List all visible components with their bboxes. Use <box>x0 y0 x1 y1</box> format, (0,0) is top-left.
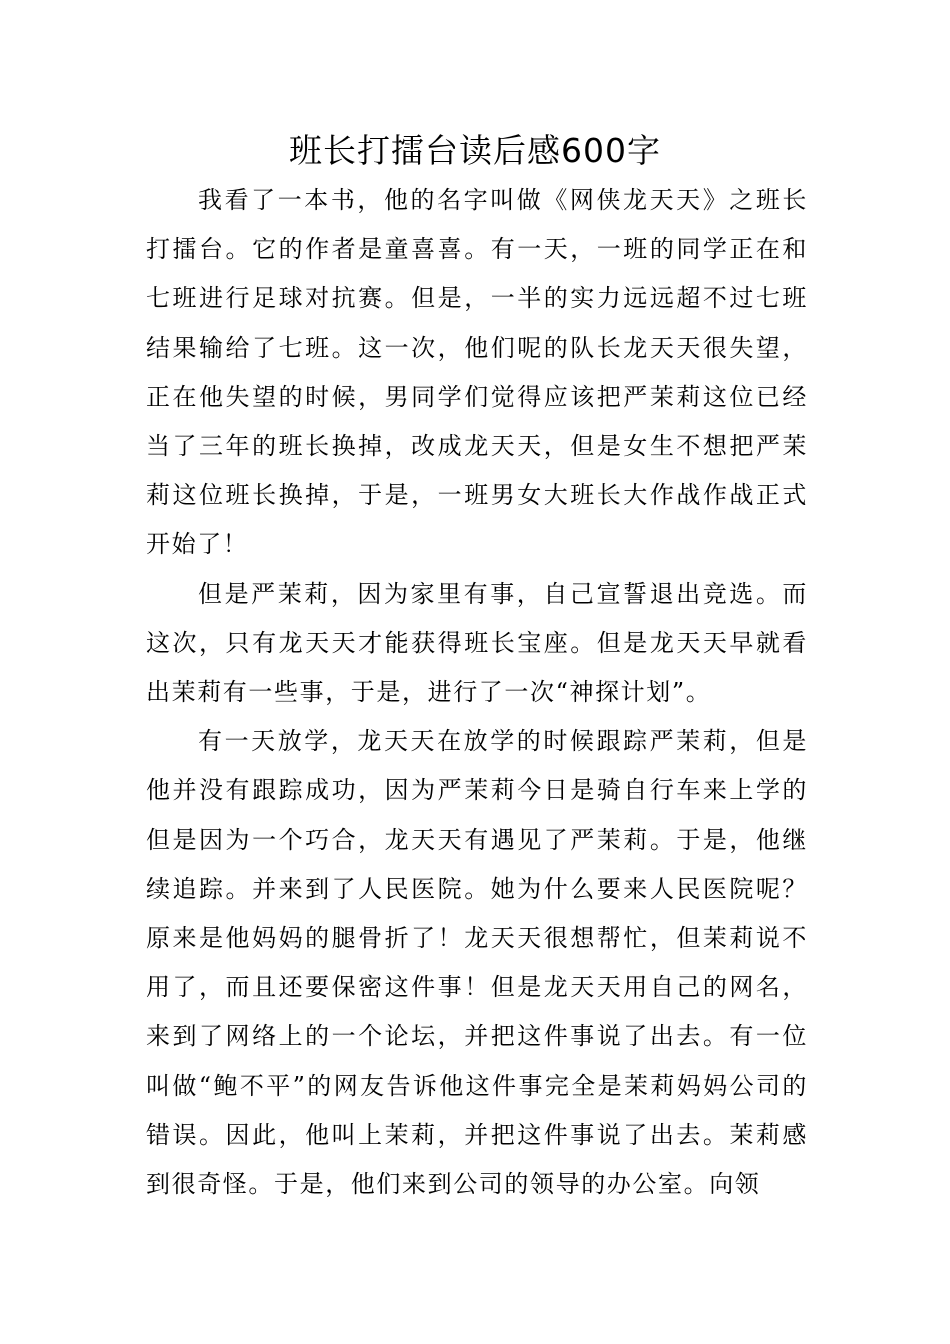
paragraph-1: 我看了一本书，他的名字叫做《网侠龙天天》之班长打擂台。它的作者是童喜喜。有一天，一班的同学正在和七班进行足球对抗赛。但是，一半的实力远远超不过七班结果输给了七班。这一次，他们呢的队长龙天天很失望，正在他失望的时候，男同学们觉得应该把严茉莉这位已经当了三年的班长换掉，改成龙天天，但是女生不想把严茉莉这位班长换掉，于是，一班男女大班长大作战作战正式开始了！ <box>146 186 808 559</box>
paragraph-3: 有一天放学，龙天天在放学的时候跟踪严茉莉，但是他并没有跟踪成功，因为严茉莉今日是骑自行车来上学的但是因为一个巧合，龙天天有遇见了严茉莉。于是，他继续追踪。并来到了人民医院。她为什么要来人民医院呢？原来是他妈妈的腿骨折了！龙天天很想帮忙，但茉莉说不用了，而且还要保密这件事！但是龙天天用自己的网名，来到了网络上的一个论坛，并把这件事说了出去。有一位叫做“鲍不平”的网友告诉他这件事完全是茉莉妈妈公司的错误。因此，他叫上茉莉，并把这件事说了出去。茉莉感到很奇怪。于是，他们来到公司的领导的办公室。向领 <box>146 727 808 1199</box>
document-body <box>146 176 808 1209</box>
document-title: 班长打擂台读后感600字 <box>289 131 661 170</box>
paragraph-2: 但是严茉莉，因为家里有事，自己宣誓退出竞选。而这次，只有龙天天才能获得班长宝座。但是龙天天早就看出茉莉有一些事，于是，进行了一次“神探计划”。 <box>146 579 808 707</box>
